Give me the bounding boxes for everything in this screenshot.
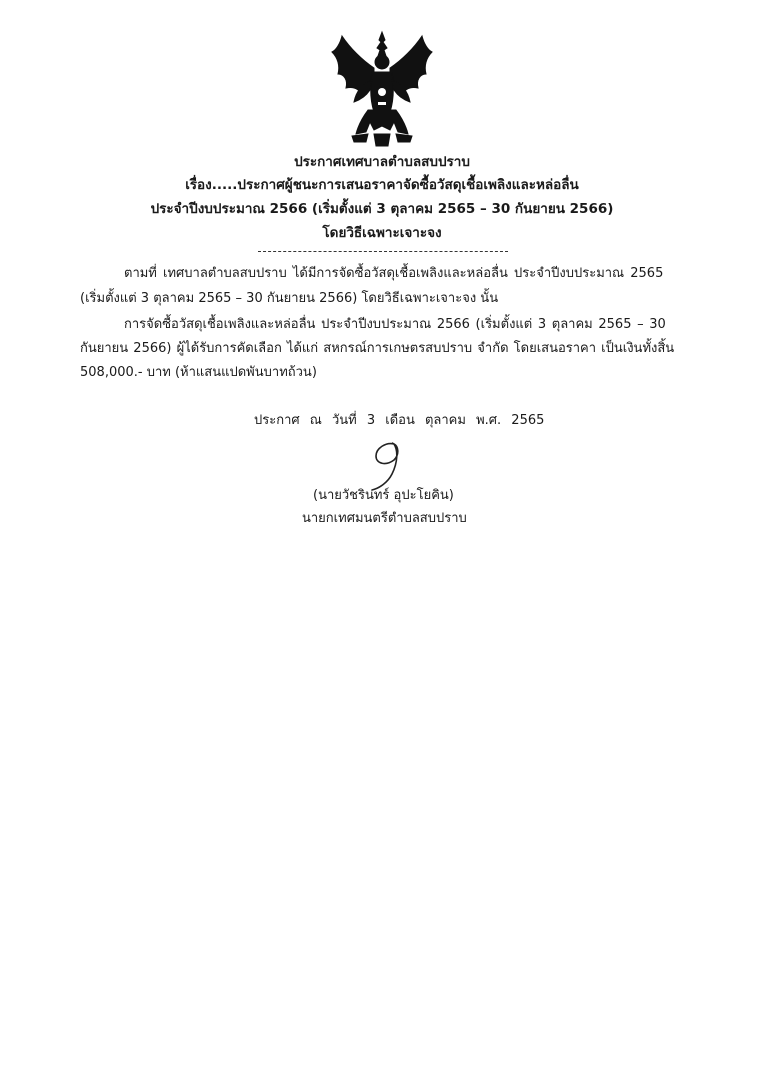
document-subject-heading: เรื่อง.....ประกาศผู้ชนะการเสนอราคาจัดซื้อวัสดุเชื้อเพลิงและหล่อลื่น	[185, 177, 579, 193]
announcement-date: ประกาศ ณ วันที่ 3 เดือน ตุลาคม พ.ศ. 2565	[254, 413, 545, 428]
heading-separator	[258, 251, 508, 252]
garuda-emblem-icon	[324, 30, 440, 148]
document-method-heading: โดยวิธีเฉพาะเจาะจง	[322, 225, 442, 241]
paragraph-2-line-3: 508,000.- บาท (ห้าแสนแปดพันบาทถ้วน)	[80, 365, 317, 380]
paragraph-2-line-1: การจัดซื้อวัสดุเชื้อเพลิงและหล่อลื่น ประจำปีงบประมาณ 2566 (เริ่มตั้งแต่ 3 ตุลาคม 2565 – 30	[124, 317, 666, 332]
handwritten-signature	[364, 440, 414, 492]
document-organization-heading: ประกาศเทศบาลตำบลสบปราบ	[294, 154, 470, 170]
paragraph-2-line-2: กันยายน 2566) ผู้ได้รับการคัดเลือก ได้แก่ สหกรณ์การเกษตรสบปราบ จำกัด โดยเสนอราคา เป็นเงินทั้งสิ้น	[80, 341, 675, 356]
signer-name: (นายวัชรินทร์ อุปะโยคิน)	[313, 488, 454, 503]
paragraph-1-line-1: ตามที่ เทศบาลตำบลสบปราบ ได้มีการจัดซื้อวัสดุเชื้อเพลิงและหล่อลื่น ประจำปีงบประมาณ 2565	[124, 266, 664, 281]
paragraph-1-line-2: (เริ่มตั้งแต่ 3 ตุลาคม 2565 – 30 กันยายน 2566) โดยวิธีเฉพาะเจาะจง นั้น	[80, 291, 499, 306]
signer-title: นายกเทศมนตรีตำบลสบปราบ	[302, 511, 467, 526]
document-period-heading: ประจำปีงบประมาณ 2566 (เริ่มตั้งแต่ 3 ตุลาคม 2565 – 30 กันยายน 2566)	[150, 201, 614, 217]
